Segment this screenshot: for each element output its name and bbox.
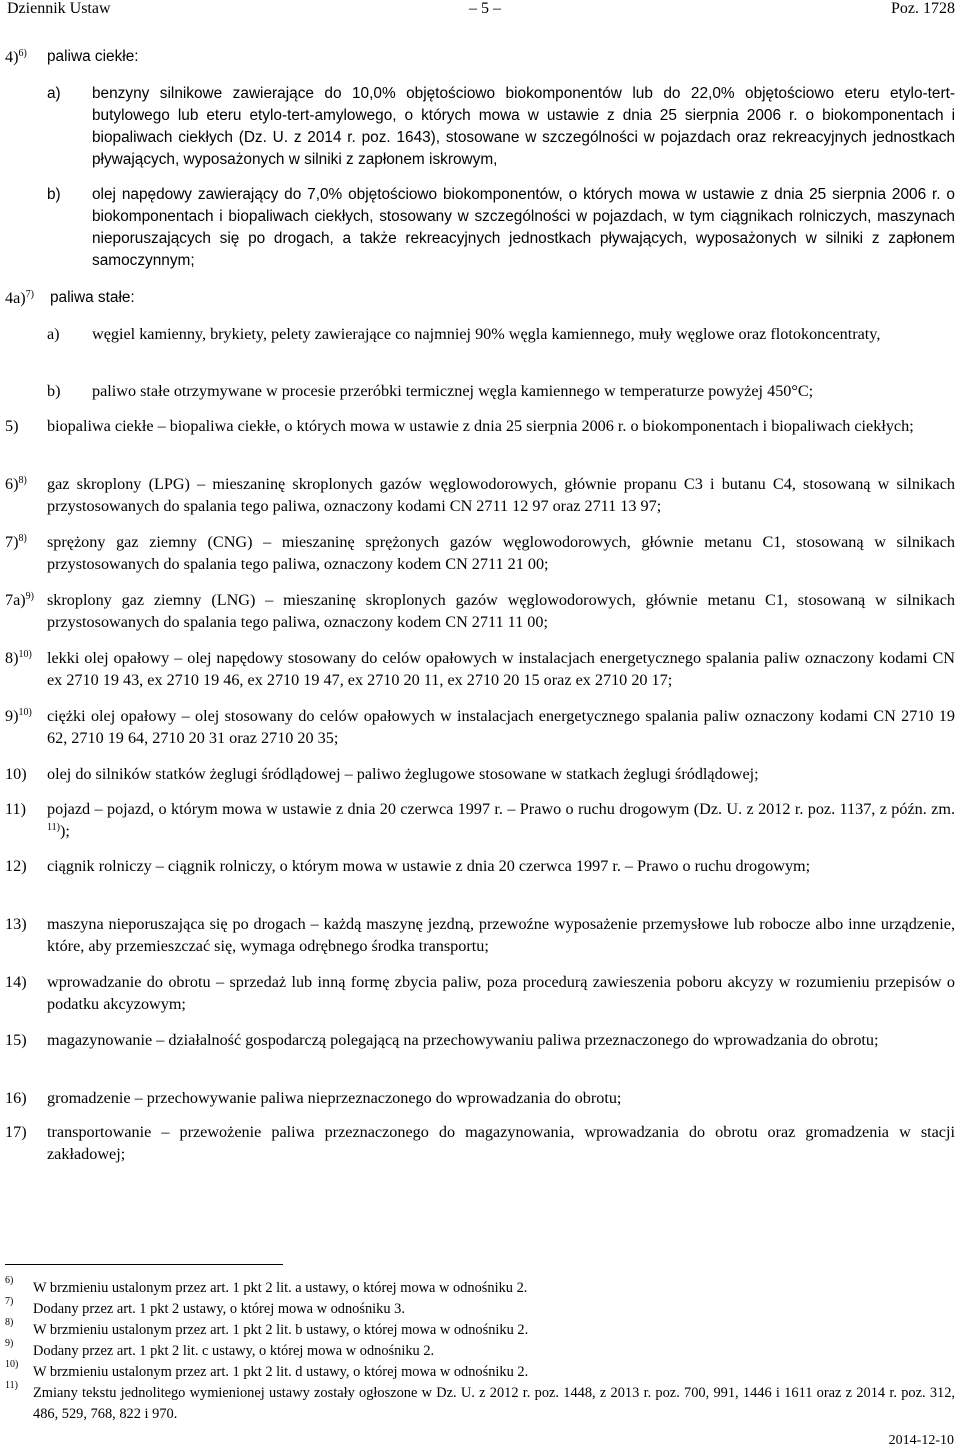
page-header [7,0,955,18]
definition-item-13 [5,913,955,957]
footnote-text: W brzmieniu ustalonym przez art. 1 pkt 2 lit. b ustawy, o której mowa w odnośniku 2. [33,1322,529,1338]
item-text: maszyna nieporuszająca się po drogach – każdą maszynę jezdną, przewoźne wyposażenie przemysłowe lub robocze albo inne urządzenie, które, aby przemieszczać się, wymaga odrębnego środka transportu; [47,915,955,955]
item-number: 15) [5,1031,27,1049]
item-text: paliwa stałe: [50,289,135,306]
item-number: 4a) [5,289,26,307]
footnote-text: W brzmieniu ustalonym przez art. 1 pkt 2 lit. a ustawy, o której mowa w odnośniku 2. [33,1280,528,1296]
footnote-text: Dodany przez art. 1 pkt 2 lit. c ustawy, o której mowa w odnośniku 2. [33,1343,435,1359]
subitem-text: benzyny silnikowe zawierające do 10,0% objętościowo biokomponentów lub do 22,0% objętościowo eteru etylo-tert-butylowego lub eteru etylo-tert-amylowego, o których mowa w ustawie z dnia 25 sierpnia 2006 r. o biokomponentach i biopaliwach ciekłych (Dz. U. z 2014 r. poz. 1643), stosowane w szczególności w pojazdach oraz rekreacyjnych jednostkach pływających, wyposażonych w silniki z zapłonem iskrowym, [92,85,955,168]
definition-item-9 [5,705,955,749]
position-number: Poz. 1728 [891,0,955,17]
journal-name: Dziennik Ustaw [7,0,111,17]
item-text: wprowadzanie do obrotu – sprzedaż lub inną formę zbycia paliw, poza procedurą zawieszenia poboru akcyzy w rozumieniu przepisów o podatku akcyzowym; [47,973,955,1013]
definition-item-5 [5,415,955,437]
definition-item-8 [5,647,955,691]
subitem-4-b [47,184,955,272]
item-text: olej do silników statków żeglugi śródlądowej – paliwo żeglugowe stosowane w statkach żeglugi śródlądowej; [47,765,759,783]
footnote-7 [5,1296,955,1320]
definition-item-7 [5,531,955,575]
footnote-ref: 6) [18,48,27,59]
footnote-ref: 7) [25,289,35,300]
footnote-ref: 8) [18,533,27,544]
footnote-ref: 9) [25,591,35,602]
footnote-6 [5,1275,955,1299]
item-text-main: pojazd – pojazd, o którym mowa w ustawie z dnia 20 czerwca 1997 r. – Prawo o ruchu drogowym (Dz. U. z 2012 r. poz. 1137, z późn. zm. [47,800,955,818]
definition-item-16 [5,1087,955,1109]
item-number: 7) [5,533,19,551]
item-number: 14) [5,973,27,991]
item-text: biopaliwa ciekłe – biopaliwa ciekłe, o których mowa w ustawie z dnia 25 sierpnia 2006 r. o biokomponentach i biopaliwach ciekłych; [47,417,914,435]
footnote-separator [5,1264,283,1265]
definition-item-6 [5,473,955,517]
definition-item-14 [5,971,955,1015]
definition-item-4a [5,287,955,309]
footnote-ref: 10) [18,649,32,660]
item-text-tail: ); [59,822,70,840]
item-text: transportowanie – przewożenie paliwa przeznaczonego do magazynowania, wprowadzania do obrotu oraz gromadzenia w stacji zakładowej; [47,1123,955,1163]
footnote-text: Dodany przez art. 1 pkt 2 ustawy, o której mowa w odnośniku 3. [33,1301,405,1317]
subitem-4a-a [47,323,955,345]
item-text: magazynowanie – działalność gospodarczą polegającą na przechowywaniu paliwa przeznaczonego do wprowadzania do obrotu; [47,1031,879,1049]
definition-item-15 [5,1029,955,1051]
subitem-text: paliwo stałe otrzymywane w procesie przeróbki termicznej węgla kamiennego w temperaturze powyżej 450°C; [92,382,814,400]
item-number: 8) [5,649,19,667]
item-text: ciężki olej opałowy – olej stosowany do celów opałowych w instalacjach energetycznego spalania paliw oznaczony kodami CN 2710 19 62, 2710 19 64, 2710 20 31 oraz 2710 20 35; [47,707,955,747]
item-number: 11) [5,800,26,818]
footnote-10 [5,1359,955,1383]
footnote-text: Zmiany tekstu jednolitego wymienionej ustawy zostały ogłoszone w Dz. U. z 2012 r. poz. 1448, z 2013 r. poz. 700, 991, 1446 i 1611 oraz z 2014 r. poz. 312, 486, 529, 768, 822 i 970. [33,1385,955,1422]
item-number: 16) [5,1089,27,1107]
item-number: 5) [5,417,19,435]
subitem-4a-b [47,380,955,402]
page-number: – 5 – [469,0,501,17]
footnote-ref: 11) [47,822,60,833]
item-text: skroplony gaz ziemny (LNG) – mieszaninę skroplonych gazów węglowodorowych, głównie metanu C1, stosowaną w silnikach przystosowanych do spalania tego paliwa, oznaczony kodem CN 2711 11 00; [47,591,955,631]
subitem-text: węgiel kamienny, brykiety, pelety zawierające co najmniej 90% węgla kamiennego, muły węglowe oraz flotokoncentraty, [92,325,881,343]
item-text: lekki olej opałowy – olej napędowy stosowany do celów opałowych w instalacjach energetycznego spalania paliw oznaczony kodami CN ex 2710 19 43, ex 2710 19 46, ex 2710 19 47, ex 2710 20 11, ex 2710 20 15 oraz ex 2710 20 17; [47,649,955,689]
footnote-number: 6) [5,1275,14,1286]
subitem-label: b) [47,186,61,203]
subitem-text: olej napędowy zawierający do 7,0% objętościowo biokomponentów, o których mowa w ustawie z dnia 25 sierpnia 2006 r. o biokomponentach i biopaliwach ciekłych, stosowany w szczególności w pojazdach, w tym ciągnikach rolniczych, maszynach nieporuszających się po drogach, a także rekreacyjnych jednostkach pływających, wyposażonych w silniki z zapłonem samoczynnym; [92,186,955,269]
definition-item-17 [5,1121,955,1165]
definition-item-12 [5,855,955,877]
item-text: sprężony gaz ziemny (CNG) – mieszaninę sprężonych gazów węglowodorowych, głównie metanu C1, stosowaną w silnikach przystosowanych do spalania tego paliwa, oznaczony kodem CN 2711 21 00; [47,533,955,573]
subitem-label: b) [47,382,61,400]
footnote-11 [5,1380,955,1425]
footnote-text: W brzmieniu ustalonym przez art. 1 pkt 2 lit. d ustawy, o której mowa w odnośniku 2. [33,1364,529,1380]
item-number: 17) [5,1123,27,1141]
item-number: 9) [5,707,19,725]
footnote-number: 10) [5,1359,19,1370]
item-number: 13) [5,915,27,933]
definition-item-10 [5,763,955,785]
definition-item-11 [5,798,955,842]
publication-date: 2014-12-10 [888,1433,954,1448]
footnote-8 [5,1317,955,1341]
item-number: 12) [5,857,27,875]
footnote-ref: 10) [18,707,32,718]
subitem-4-a [47,83,955,171]
footnote-number: 7) [5,1296,14,1307]
footnote-9 [5,1338,955,1362]
item-number: 4) [5,48,19,66]
item-number: 6) [5,475,19,493]
item-text [47,798,955,842]
item-text: paliwa ciekłe: [47,48,139,65]
item-text: ciągnik rolniczy – ciągnik rolniczy, o którym mowa w ustawie z dnia 20 czerwca 1997 r. – Prawo o ruchu drogowym; [47,857,811,875]
item-number: 7a) [5,591,26,609]
footnote-ref: 8) [18,475,27,486]
footnote-number: 8) [5,1317,14,1328]
subitem-label: a) [47,325,60,343]
subitem-label: a) [47,85,61,102]
item-number: 10) [5,765,27,783]
item-text: gaz skroplony (LPG) – mieszaninę skroplonych gazów węglowodorowych, głównie propanu C3 i butanu C4, stosowaną w silnikach przystosowanych do spalania tego paliwa, oznaczony kodami CN 2711 12 97 oraz 2711 13 97; [47,475,955,515]
footnote-number: 9) [5,1338,14,1349]
definition-item-4 [5,46,955,68]
definition-item-7a [5,589,955,633]
footnote-number: 11) [5,1380,18,1391]
item-text: gromadzenie – przechowywanie paliwa nieprzeznaczonego do wprowadzania do obrotu; [47,1089,622,1107]
